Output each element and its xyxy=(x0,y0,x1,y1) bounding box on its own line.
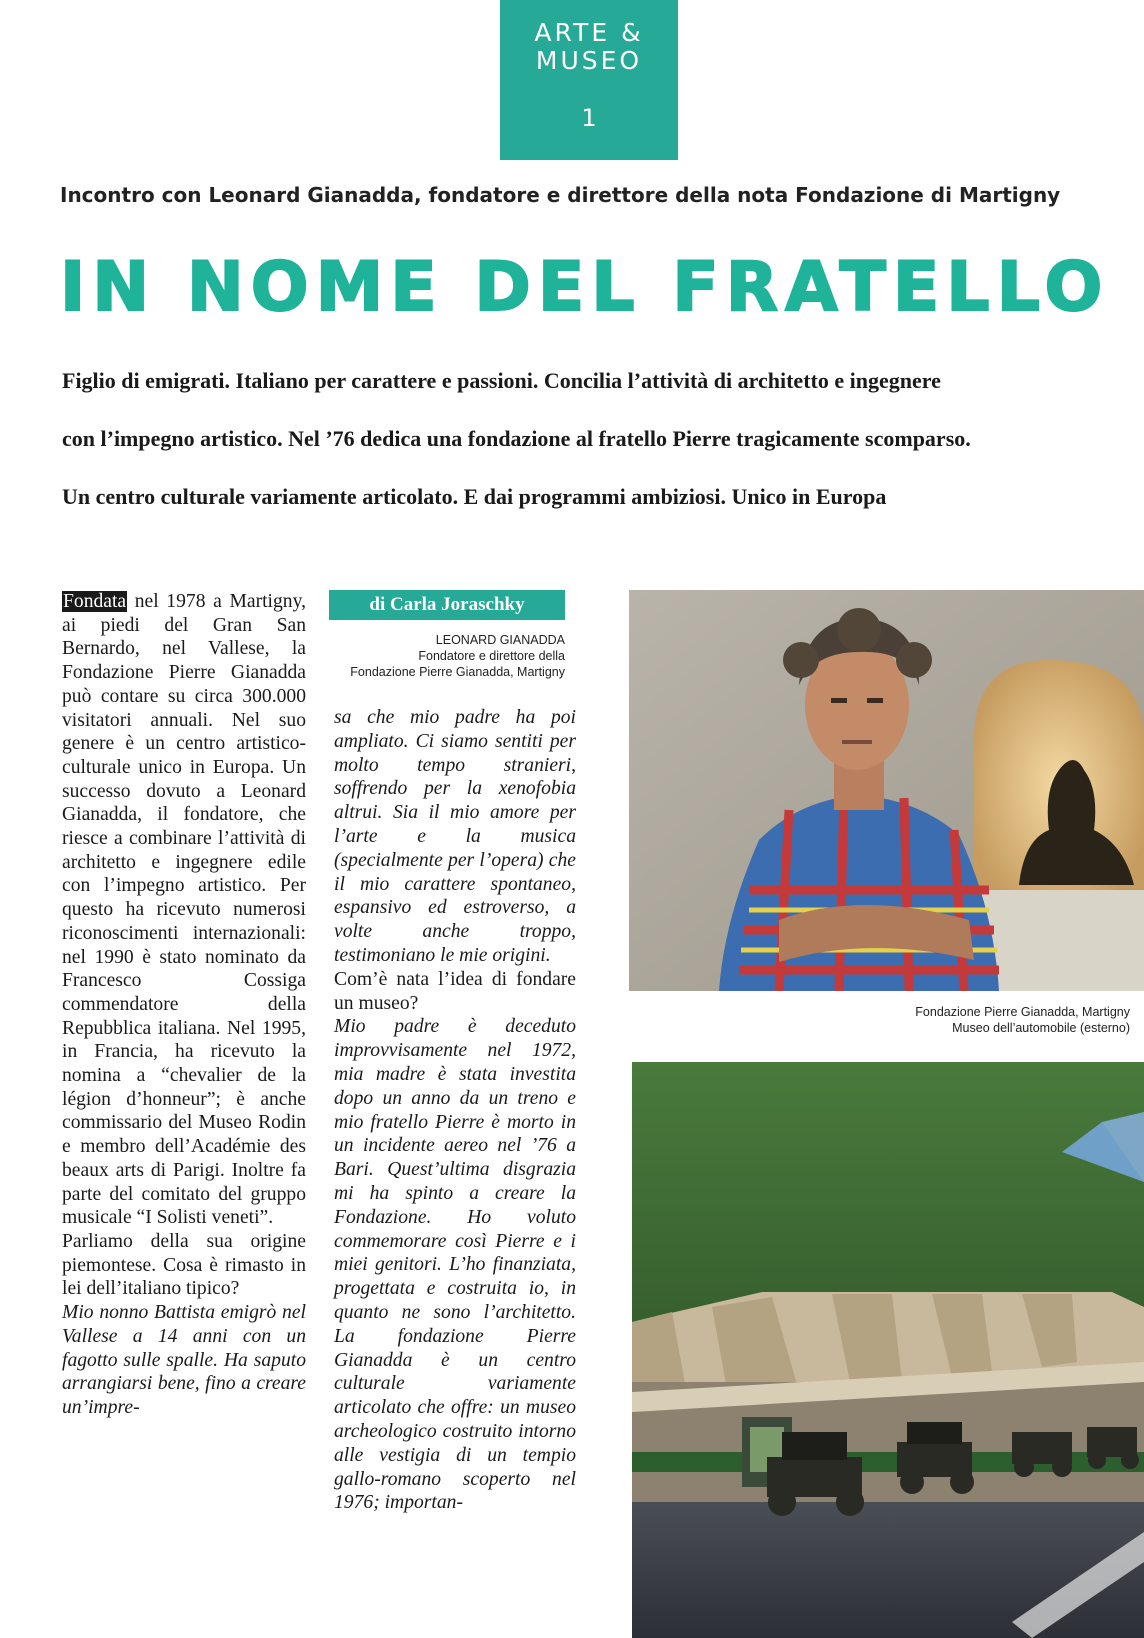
question-2: Com’è nata l’idea di fondare un museo? xyxy=(334,968,576,1014)
drop-word: Fondata xyxy=(63,591,127,612)
building-photo xyxy=(632,1062,1144,1638)
question-1: Parliamo della sua origine piemontese. Cosa è rimasto in lei dell’italiano tipico? xyxy=(62,1230,306,1300)
intro-text: nel 1978 a Martigny, ai piedi del Gran San Bernardo, nel Vallese, la Fondazione Pierre Gianadda può contare su circa 300.000 visitatori annuali. Nel suo genere è un centro artistico-culturale unico in Europa. Un successo dovuto a Leonard Gianadda, il fondatore, che riesce a combinare l’attività di architetto e ingegnere edile con l’impegno artistico. Per questo ha ricevuto numerosi riconoscimenti internazionali: nel 1990 è stato nominato da Francesco Cossiga commendatore della Repubblica italiana. Nel 1995, in Francia, ha ricevuto la nomina a “chevalier de la légion d’honneur”; è anche commissario del Museo Rodin e membro dell’Académie des beaux arts di Parigi. Inoltre fa parte del comitato del gruppo musicale “I Solisti veneti”. xyxy=(62,591,306,1229)
section-tab-line1: ARTE & xyxy=(534,18,644,47)
building-illustration xyxy=(632,1062,1144,1638)
answer-1: Mio nonno Battista emigrò nel Vallese a 14 anni con un fagotto sulle spalle. Ha saputo arrangiarsi bene, fino a creare un’impre- xyxy=(62,1302,306,1418)
portrait-illustration xyxy=(629,590,1144,991)
section-tab xyxy=(500,0,678,160)
portrait-caption-role: Fondatore e direttore della xyxy=(418,649,565,663)
portrait-caption-name: LEONARD GIANADDA xyxy=(435,633,565,647)
building-caption xyxy=(880,1004,1130,1036)
lead-line-3: Un centro culturale variamente articolato. E dai programmi ambiziosi. Unico in Europa xyxy=(62,484,887,509)
article-column-2 xyxy=(334,706,576,1515)
lead-line-1: Figlio di emigrati. Italiano per carattere e passioni. Concilia l’attività di architetto e ingegnere xyxy=(62,368,941,393)
section-number: 1 xyxy=(581,104,597,132)
portrait-caption xyxy=(329,632,565,680)
building-caption-desc: Museo dell’automobile (esterno) xyxy=(952,1021,1130,1035)
portrait-photo xyxy=(629,590,1144,991)
headline: IN NOME DEL FRATELLO xyxy=(60,248,1110,327)
section-tab-line2: MUSEO xyxy=(535,46,643,75)
lead-line-2: con l’impegno artistico. Nel ’76 dedica una fondazione al fratello Pierre tragicamente scomparso. xyxy=(62,426,971,451)
answer-2: Mio padre è deceduto improvvisamente nel 1972, mia madre è stata investita dopo un anno da un treno e mio fratello Pierre è morto in un incidente aereo nel ’76 a Bari. Quest’ultima disgrazia mi ha spinto a creare la Fondazione. Ho voluto commemorare così Pierre e i miei genitori. L’ho finanziata, progettata e costruita io, in quanto ne sono l’architetto. La fondazione Pierre Gianadda è un centro culturale variamente articolato che offre: un museo archeologico costruito intorno alle vestigia di un tempio gallo-romano scoperto nel 1976; importan- xyxy=(334,1016,576,1514)
building-caption-place: Fondazione Pierre Gianadda, Martigny xyxy=(915,1005,1130,1019)
portrait-caption-org: Fondazione Pierre Gianadda, Martigny xyxy=(350,665,565,679)
answer-1-continued: sa che mio padre ha poi ampliato. Ci siamo sentiti per molto tempo stranieri, soffrendo per la xenofobia altrui. Sia il mio amore per l’arte e la musica (specialmente per l’opera) che il mio carattere spontaneo, espansivo ed estroverso, a volte anche troppo, testimoniano le mie origini. xyxy=(334,707,576,966)
byline: di Carla Joraschky xyxy=(329,590,565,620)
article-column-1 xyxy=(62,590,306,1420)
kicker: Incontro con Leonard Gianadda, fondatore e direttore della nota Fondazione di Martigny xyxy=(60,183,1061,207)
intro-paragraph xyxy=(62,590,306,1230)
